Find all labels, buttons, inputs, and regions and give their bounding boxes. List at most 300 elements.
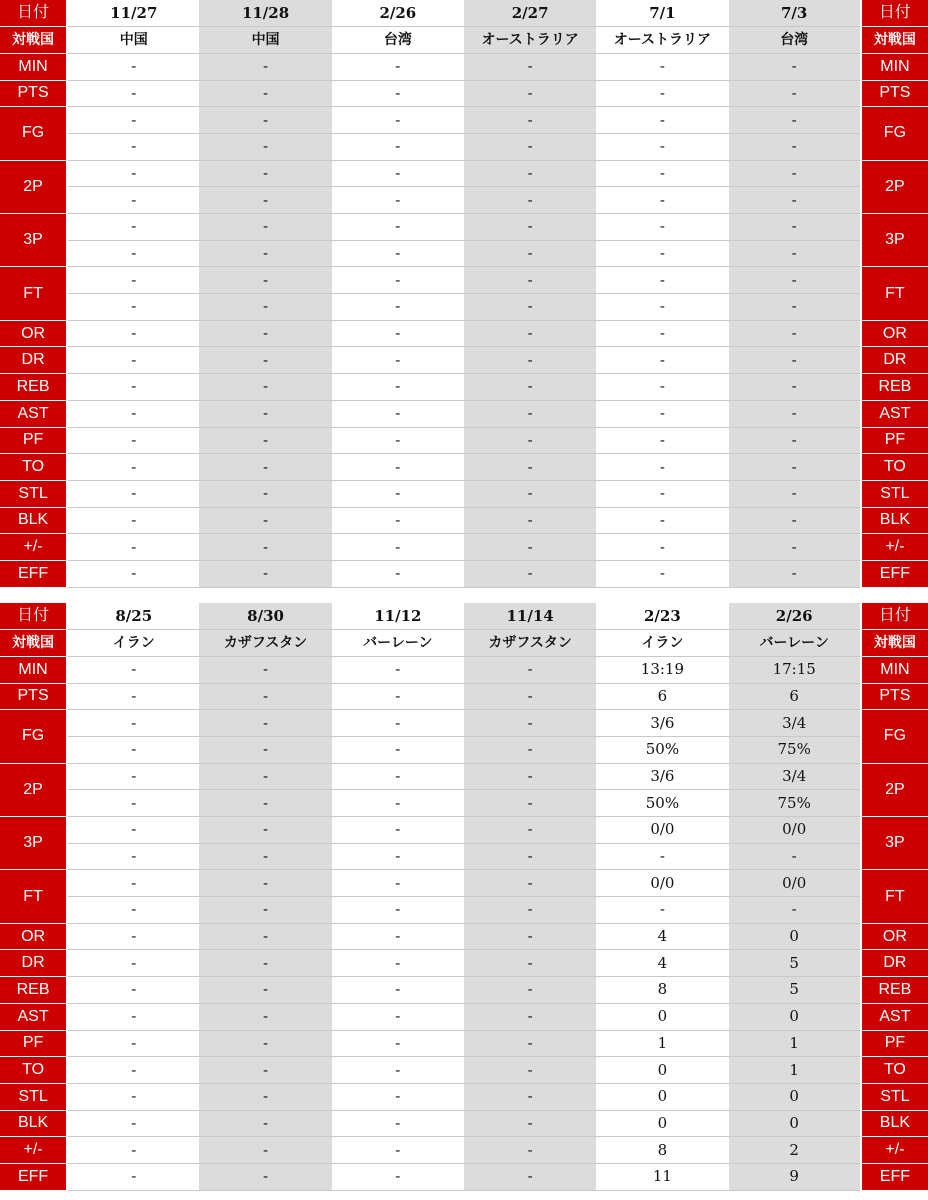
cell-ft-pct: -	[729, 294, 861, 321]
cell-ast: -	[199, 1003, 331, 1030]
cell-pf: -	[332, 427, 464, 454]
cell-stl: -	[199, 1083, 331, 1110]
cell-stl: -	[199, 480, 331, 507]
cell-pf: -	[199, 1030, 331, 1057]
cell-three-p: -	[464, 214, 596, 241]
cell-three-p: -	[729, 214, 861, 241]
cell-three-p-pct: -	[464, 843, 596, 870]
cell-fg-pct: -	[332, 133, 464, 160]
row-label-fg-left: FG	[0, 107, 67, 160]
cell-eff: -	[67, 560, 199, 587]
cell-plus-minus: 2	[729, 1137, 861, 1164]
cell-ast: -	[67, 400, 199, 427]
cell-reb: 5	[729, 977, 861, 1004]
row-label-two-p-left: 2P	[0, 160, 67, 213]
row-label-to-left: TO	[0, 1057, 67, 1084]
cell-ft-pct: -	[464, 294, 596, 321]
cell-or: -	[332, 320, 464, 347]
row-label-or-left: OR	[0, 320, 67, 347]
cell-or: -	[67, 320, 199, 347]
cell-ft-pct: -	[332, 294, 464, 321]
table-row-dr	[0, 347, 928, 374]
cell-or: 4	[596, 923, 728, 950]
cell-or: -	[199, 320, 331, 347]
cell-fg-pct: -	[199, 133, 331, 160]
cell-or: -	[332, 923, 464, 950]
cell-ft-pct: -	[67, 294, 199, 321]
cell-date: 7/1	[596, 0, 728, 27]
cell-pts: -	[199, 80, 331, 107]
table-row-eff	[0, 1163, 928, 1190]
cell-or: -	[67, 923, 199, 950]
cell-two-p-pct: -	[596, 187, 728, 214]
cell-opponent: 台湾	[332, 27, 464, 54]
cell-ast: -	[729, 400, 861, 427]
cell-dr: -	[729, 347, 861, 374]
cell-dr: -	[464, 950, 596, 977]
cell-opponent: 中国	[67, 27, 199, 54]
cell-dr: -	[199, 950, 331, 977]
cell-three-p-pct: -	[332, 240, 464, 267]
cell-fg: -	[332, 710, 464, 737]
row-label-or-right: OR	[861, 320, 928, 347]
table-row-stl	[0, 480, 928, 507]
cell-stl: -	[67, 1083, 199, 1110]
table-row-plus-minus	[0, 534, 928, 561]
cell-fg: -	[67, 710, 199, 737]
cell-ft: -	[332, 870, 464, 897]
table-row-stl	[0, 1083, 928, 1110]
cell-pts: -	[199, 683, 331, 710]
cell-fg-pct: -	[67, 736, 199, 763]
cell-two-p-pct: -	[67, 790, 199, 817]
cell-min: -	[199, 53, 331, 80]
cell-two-p: -	[464, 763, 596, 790]
table-row-ft-pct	[0, 294, 928, 321]
cell-two-p-pct: -	[464, 790, 596, 817]
cell-date: 11/14	[464, 603, 596, 630]
cell-ft-pct: -	[332, 897, 464, 924]
cell-to: -	[596, 454, 728, 481]
cell-fg-pct: -	[464, 133, 596, 160]
cell-three-p: -	[199, 817, 331, 844]
table-row-blk	[0, 1110, 928, 1137]
row-label-ft-left: FT	[0, 870, 67, 923]
table-row-or	[0, 923, 928, 950]
table-row-three-p-pct	[0, 240, 928, 267]
table-row-fg-pct	[0, 736, 928, 763]
cell-fg: -	[464, 107, 596, 134]
row-label-pf-right: PF	[861, 427, 928, 454]
table-row-two-p-pct	[0, 790, 928, 817]
row-label-or-left: OR	[0, 923, 67, 950]
table-row-reb	[0, 977, 928, 1004]
cell-pf: -	[67, 427, 199, 454]
row-label-stl-right: STL	[861, 480, 928, 507]
row-label-reb-left: REB	[0, 977, 67, 1004]
cell-two-p-pct: -	[199, 187, 331, 214]
cell-to: -	[67, 1057, 199, 1084]
row-label-ast-left: AST	[0, 1003, 67, 1030]
cell-pts: -	[332, 683, 464, 710]
cell-pts: -	[67, 80, 199, 107]
cell-plus-minus: -	[332, 534, 464, 561]
cell-opponent: オーストラリア	[464, 27, 596, 54]
cell-min: -	[332, 656, 464, 683]
cell-ft: -	[67, 267, 199, 294]
table-row-to	[0, 1057, 928, 1084]
row-label-three-p-right: 3P	[861, 817, 928, 870]
row-label-eff-left: EFF	[0, 1163, 67, 1190]
cell-or: -	[464, 923, 596, 950]
cell-or: -	[464, 320, 596, 347]
cell-to: -	[332, 1057, 464, 1084]
cell-two-p-pct: -	[199, 790, 331, 817]
row-label-stl-right: STL	[861, 1083, 928, 1110]
cell-stl: -	[464, 1083, 596, 1110]
cell-opponent: カザフスタン	[464, 630, 596, 657]
cell-ast: 0	[729, 1003, 861, 1030]
cell-plus-minus: -	[67, 534, 199, 561]
table-row-date	[0, 0, 928, 27]
cell-ft: -	[67, 870, 199, 897]
cell-to: -	[67, 454, 199, 481]
table-row-pts	[0, 683, 928, 710]
cell-three-p: -	[67, 817, 199, 844]
cell-dr: -	[199, 347, 331, 374]
cell-ft: 0/0	[596, 870, 728, 897]
row-label-stl-left: STL	[0, 1083, 67, 1110]
cell-to: -	[464, 1057, 596, 1084]
cell-reb: -	[199, 977, 331, 1004]
cell-blk: -	[199, 507, 331, 534]
cell-min: -	[199, 656, 331, 683]
table-row-fg	[0, 710, 928, 737]
row-label-pf-left: PF	[0, 427, 67, 454]
cell-pf: -	[729, 427, 861, 454]
cell-date: 7/3	[729, 0, 861, 27]
cell-three-p-pct: -	[199, 843, 331, 870]
cell-ft-pct: -	[67, 897, 199, 924]
cell-dr: 5	[729, 950, 861, 977]
row-label-min-left: MIN	[0, 53, 67, 80]
row-label-plus-minus-right: +/-	[861, 534, 928, 561]
row-label-blk-right: BLK	[861, 507, 928, 534]
table-row-two-p	[0, 160, 928, 187]
cell-date: 11/27	[67, 0, 199, 27]
cell-blk: -	[199, 1110, 331, 1137]
cell-ast: -	[596, 400, 728, 427]
row-label-ast-right: AST	[861, 1003, 928, 1030]
cell-to: -	[332, 454, 464, 481]
cell-pf: -	[464, 1030, 596, 1057]
table-row-min	[0, 656, 928, 683]
row-label-fg-right: FG	[861, 107, 928, 160]
cell-reb: 8	[596, 977, 728, 1004]
cell-ast: -	[199, 400, 331, 427]
cell-pf: 1	[596, 1030, 728, 1057]
cell-eff: -	[332, 560, 464, 587]
row-label-min-right: MIN	[861, 53, 928, 80]
table-row-reb	[0, 374, 928, 401]
cell-blk: -	[464, 507, 596, 534]
cell-date: 2/23	[596, 603, 728, 630]
row-label-pts-right: PTS	[861, 683, 928, 710]
row-label-pts-right: PTS	[861, 80, 928, 107]
table-row-ast	[0, 400, 928, 427]
cell-ft: -	[596, 267, 728, 294]
row-label-pts-left: PTS	[0, 683, 67, 710]
cell-two-p: -	[332, 763, 464, 790]
cell-plus-minus: -	[464, 1137, 596, 1164]
cell-min: -	[729, 53, 861, 80]
cell-fg-pct: -	[332, 736, 464, 763]
cell-fg: -	[729, 107, 861, 134]
cell-date: 2/26	[729, 603, 861, 630]
stats-table-1	[0, 0, 928, 588]
cell-three-p: -	[464, 817, 596, 844]
cell-eff: -	[332, 1163, 464, 1190]
table-row-blk	[0, 507, 928, 534]
row-label-to-right: TO	[861, 1057, 928, 1084]
cell-or: -	[199, 923, 331, 950]
row-label-blk-left: BLK	[0, 507, 67, 534]
cell-two-p: -	[67, 763, 199, 790]
cell-dr: -	[332, 347, 464, 374]
row-label-plus-minus-left: +/-	[0, 534, 67, 561]
cell-eff: -	[464, 1163, 596, 1190]
cell-ft-pct: -	[596, 897, 728, 924]
cell-blk: 0	[596, 1110, 728, 1137]
table-row-fg-pct	[0, 133, 928, 160]
cell-blk: 0	[729, 1110, 861, 1137]
cell-date: 2/26	[332, 0, 464, 27]
cell-pts: -	[596, 80, 728, 107]
cell-reb: -	[67, 977, 199, 1004]
cell-two-p: -	[729, 160, 861, 187]
cell-fg-pct: -	[464, 736, 596, 763]
cell-two-p: -	[67, 160, 199, 187]
cell-blk: -	[332, 507, 464, 534]
row-label-two-p-right: 2P	[861, 763, 928, 816]
row-label-blk-right: BLK	[861, 1110, 928, 1137]
cell-reb: -	[464, 374, 596, 401]
table-row-ast	[0, 1003, 928, 1030]
table-row-date	[0, 603, 928, 630]
row-label-eff-right: EFF	[861, 560, 928, 587]
cell-three-p-pct: -	[596, 240, 728, 267]
row-label-ft-right: FT	[861, 267, 928, 320]
cell-pts: -	[67, 683, 199, 710]
cell-two-p: -	[332, 160, 464, 187]
cell-fg-pct: 75%	[729, 736, 861, 763]
cell-fg-pct: -	[596, 133, 728, 160]
stats-table-2	[0, 603, 928, 1191]
row-label-date-right: 日付	[861, 603, 928, 630]
table-row-ft-pct	[0, 897, 928, 924]
cell-fg-pct: 50%	[596, 736, 728, 763]
cell-stl: -	[596, 480, 728, 507]
cell-eff: -	[596, 560, 728, 587]
cell-opponent: バーレーン	[729, 630, 861, 657]
cell-plus-minus: -	[67, 1137, 199, 1164]
cell-reb: -	[332, 374, 464, 401]
cell-three-p-pct: -	[596, 843, 728, 870]
cell-two-p-pct: -	[729, 187, 861, 214]
cell-eff: -	[199, 560, 331, 587]
cell-pts: -	[464, 683, 596, 710]
row-label-ast-left: AST	[0, 400, 67, 427]
cell-eff: 9	[729, 1163, 861, 1190]
cell-pts: -	[729, 80, 861, 107]
row-label-dr-left: DR	[0, 950, 67, 977]
table-row-two-p-pct	[0, 187, 928, 214]
cell-stl: -	[332, 1083, 464, 1110]
row-label-ft-right: FT	[861, 870, 928, 923]
row-label-date-right: 日付	[861, 0, 928, 27]
table-row-fg	[0, 107, 928, 134]
table-row-ft	[0, 870, 928, 897]
cell-eff: 11	[596, 1163, 728, 1190]
cell-min: -	[464, 656, 596, 683]
row-label-opponent-left: 対戦国	[0, 630, 67, 657]
cell-date: 11/28	[199, 0, 331, 27]
table-row-ft	[0, 267, 928, 294]
cell-ft-pct: -	[199, 897, 331, 924]
cell-ft: -	[332, 267, 464, 294]
row-label-two-p-left: 2P	[0, 763, 67, 816]
row-label-ft-left: FT	[0, 267, 67, 320]
cell-blk: -	[729, 507, 861, 534]
cell-three-p-pct: -	[199, 240, 331, 267]
cell-ft: -	[464, 267, 596, 294]
table-row-three-p	[0, 214, 928, 241]
cell-stl: -	[67, 480, 199, 507]
row-label-ast-right: AST	[861, 400, 928, 427]
cell-eff: -	[67, 1163, 199, 1190]
cell-opponent: オーストラリア	[596, 27, 728, 54]
cell-fg-pct: -	[67, 133, 199, 160]
table-row-opponent	[0, 27, 928, 54]
table-row-opponent	[0, 630, 928, 657]
cell-dr: -	[464, 347, 596, 374]
cell-min: -	[67, 656, 199, 683]
cell-eff: -	[199, 1163, 331, 1190]
cell-ast: -	[332, 1003, 464, 1030]
cell-eff: -	[729, 560, 861, 587]
cell-three-p: -	[596, 214, 728, 241]
cell-pf: -	[332, 1030, 464, 1057]
cell-two-p: 3/6	[596, 763, 728, 790]
row-label-two-p-right: 2P	[861, 160, 928, 213]
cell-min: 17:15	[729, 656, 861, 683]
cell-ft: -	[729, 267, 861, 294]
cell-pf: -	[464, 427, 596, 454]
cell-to: 1	[729, 1057, 861, 1084]
cell-three-p: 0/0	[729, 817, 861, 844]
row-label-stl-left: STL	[0, 480, 67, 507]
cell-three-p-pct: -	[67, 843, 199, 870]
table-row-two-p	[0, 763, 928, 790]
row-label-opponent-right: 対戦国	[861, 27, 928, 54]
cell-ft: 0/0	[729, 870, 861, 897]
cell-reb: -	[199, 374, 331, 401]
row-label-plus-minus-right: +/-	[861, 1137, 928, 1164]
cell-dr: -	[332, 950, 464, 977]
cell-eff: -	[464, 560, 596, 587]
cell-opponent: 台湾	[729, 27, 861, 54]
cell-fg: -	[464, 710, 596, 737]
cell-blk: -	[332, 1110, 464, 1137]
cell-blk: -	[67, 507, 199, 534]
cell-two-p-pct: 50%	[596, 790, 728, 817]
cell-min: -	[464, 53, 596, 80]
cell-pts: -	[332, 80, 464, 107]
cell-or: 0	[729, 923, 861, 950]
row-label-dr-right: DR	[861, 347, 928, 374]
cell-ast: -	[332, 400, 464, 427]
cell-ft-pct: -	[596, 294, 728, 321]
cell-date: 2/27	[464, 0, 596, 27]
cell-blk: -	[464, 1110, 596, 1137]
row-label-date-left: 日付	[0, 0, 67, 27]
cell-min: 13:19	[596, 656, 728, 683]
cell-dr: -	[67, 347, 199, 374]
cell-blk: -	[596, 507, 728, 534]
cell-min: -	[67, 53, 199, 80]
cell-fg: -	[332, 107, 464, 134]
cell-pts: 6	[596, 683, 728, 710]
row-label-opponent-right: 対戦国	[861, 630, 928, 657]
row-label-opponent-left: 対戦国	[0, 27, 67, 54]
cell-opponent: カザフスタン	[199, 630, 331, 657]
cell-pts: -	[464, 80, 596, 107]
cell-stl: -	[729, 480, 861, 507]
table-row-plus-minus	[0, 1137, 928, 1164]
row-label-blk-left: BLK	[0, 1110, 67, 1137]
cell-opponent: 中国	[199, 27, 331, 54]
cell-three-p-pct: -	[729, 240, 861, 267]
cell-plus-minus: -	[199, 1137, 331, 1164]
cell-fg-pct: -	[729, 133, 861, 160]
table-row-dr	[0, 950, 928, 977]
cell-three-p-pct: -	[464, 240, 596, 267]
cell-plus-minus: -	[332, 1137, 464, 1164]
cell-three-p: 0/0	[596, 817, 728, 844]
cell-pf: -	[596, 427, 728, 454]
row-label-plus-minus-left: +/-	[0, 1137, 67, 1164]
cell-to: -	[199, 1057, 331, 1084]
cell-ft-pct: -	[729, 897, 861, 924]
cell-date: 8/30	[199, 603, 331, 630]
cell-reb: -	[464, 977, 596, 1004]
cell-ft: -	[199, 267, 331, 294]
row-label-fg-left: FG	[0, 710, 67, 763]
cell-ast: -	[464, 400, 596, 427]
cell-ast: 0	[596, 1003, 728, 1030]
cell-pf: 1	[729, 1030, 861, 1057]
cell-two-p: -	[199, 160, 331, 187]
cell-date: 8/25	[67, 603, 199, 630]
row-label-pts-left: PTS	[0, 80, 67, 107]
cell-two-p: -	[464, 160, 596, 187]
cell-two-p-pct: -	[464, 187, 596, 214]
cell-plus-minus: -	[596, 534, 728, 561]
cell-reb: -	[596, 374, 728, 401]
row-label-to-left: TO	[0, 454, 67, 481]
cell-ft-pct: -	[464, 897, 596, 924]
table-row-pf	[0, 1030, 928, 1057]
